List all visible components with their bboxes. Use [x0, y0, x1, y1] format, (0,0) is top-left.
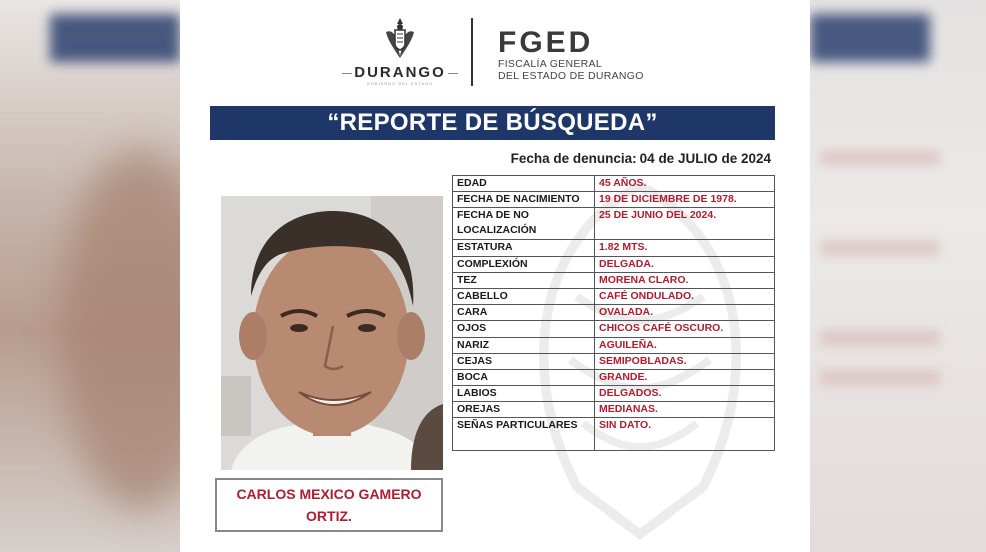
blurred-background-left: [0, 0, 180, 552]
row-label: LABIOS: [453, 386, 595, 402]
table-row: [453, 402, 775, 418]
row-value: OVALADA.: [595, 305, 775, 321]
report-title: “REPORTE DE BÚSQUEDA”: [210, 106, 775, 140]
table-row: [453, 321, 775, 337]
row-label: EDAD: [453, 176, 595, 192]
row-value: SEMIPOBLADAS.: [595, 353, 775, 369]
row-label: COMPLEXIÓN: [453, 256, 595, 272]
logo-divider: [471, 18, 473, 86]
row-value: SIN DATO.: [595, 418, 775, 451]
row-label: BOCA: [453, 369, 595, 385]
table-row: [453, 353, 775, 369]
table-row: [453, 176, 775, 192]
table-row: [453, 305, 775, 321]
row-label: CABELLO: [453, 288, 595, 304]
row-label: SEÑAS PARTICULARES: [453, 418, 595, 451]
row-value: CAFÉ ONDULADO.: [595, 288, 775, 304]
durango-logo-subtext: GOBIERNO DEL ESTADO: [366, 81, 434, 86]
row-label: FECHA DE NO LOCALIZACIÓN: [453, 208, 595, 240]
row-value: 25 DE JUNIO DEL 2024.: [595, 208, 775, 240]
row-value: DELGADOS.: [595, 386, 775, 402]
physical-description-table: [452, 175, 775, 451]
table-row: [453, 256, 775, 272]
row-value: 45 AÑOS.: [595, 176, 775, 192]
row-label: ESTATURA: [453, 240, 595, 256]
report-date: [511, 151, 774, 166]
row-value: GRANDE.: [595, 369, 775, 385]
fged-subtitle-line2: DEL ESTADO DE DURANGO: [498, 70, 644, 82]
fged-logo: [498, 28, 644, 82]
row-label: FECHA DE NACIMIENTO: [453, 192, 595, 208]
row-value: 19 DE DICIEMBRE DE 1978.: [595, 192, 775, 208]
table-row: [453, 240, 775, 256]
row-value: MEDIANAS.: [595, 402, 775, 418]
row-label: CARA: [453, 305, 595, 321]
fged-logo-text: FGED: [498, 26, 594, 59]
table-row: [453, 272, 775, 288]
report-date-label: Fecha de denuncia:: [510, 151, 637, 166]
fged-subtitle-line1: FISCALÍA GENERAL: [498, 58, 603, 70]
row-value: 1.82 MTS.: [595, 240, 775, 256]
row-value: CHICOS CAFÉ OSCURO.: [595, 321, 775, 337]
table-row: [453, 386, 775, 402]
report-date-value: 04 de JULIO de 2024: [639, 151, 771, 166]
table-row: [453, 418, 775, 451]
table-row: [453, 369, 775, 385]
row-label: TEZ: [453, 272, 595, 288]
blurred-background-right: [810, 0, 986, 552]
table-row: [453, 208, 775, 240]
row-label: OJOS: [453, 321, 595, 337]
search-report-flyer: [180, 0, 810, 552]
row-value: DELGADA.: [595, 256, 775, 272]
durango-logo: [340, 16, 460, 86]
table-row: [453, 192, 775, 208]
table-row: [453, 337, 775, 353]
row-label: CEJAS: [453, 353, 595, 369]
row-value: AGUILEÑA.: [595, 337, 775, 353]
row-label: NARIZ: [453, 337, 595, 353]
person-photo-illustration: [221, 196, 443, 470]
row-value: MORENA CLARO.: [595, 272, 775, 288]
durango-logo-text: DURANGO: [340, 65, 460, 81]
durango-crest-icon: [378, 16, 422, 60]
table-row: [453, 288, 775, 304]
missing-person-name: CARLOS MEXICO GAMERO ORTIZ.: [215, 478, 443, 532]
header: [180, 14, 810, 88]
row-label: OREJAS: [453, 402, 595, 418]
missing-person-photo: [221, 196, 443, 470]
